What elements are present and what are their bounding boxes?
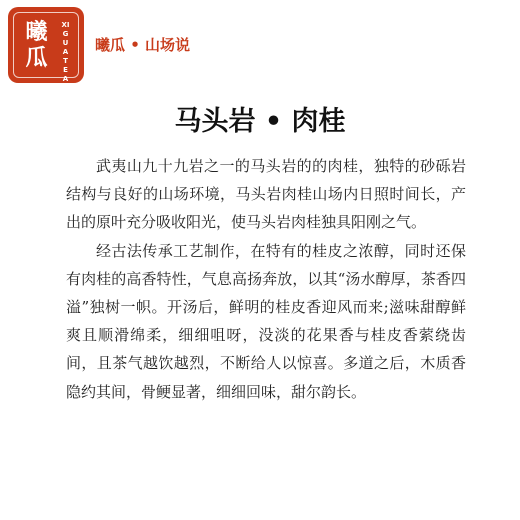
article-body <box>66 152 466 406</box>
brand-title: 曦瓜 • 山场说 <box>95 36 191 54</box>
article-paragraph: 经古法传承工艺制作，在特有的桂皮之浓醇，同时还保有肉桂的高香特性，气息高扬奔放，以其“汤水醇厚，茶香四溢”独树一帜。开汤后，鲜明的桂皮香迎风而来;滋味甜醇鲜爽且顺滑绵柔，细细咀呀，没淡的花果香与桂皮香萦绕齿间，且茶气越饮越烈，不断给人以惊喜。多道之后，木质香隐约其间，骨鲠显著，细细回味，甜尔韵长。 <box>66 241 466 401</box>
brand-logo <box>8 7 84 83</box>
article-title: 马头岩 • 肉桂 <box>174 106 346 137</box>
article-paragraph: 武夷山九十九岩之一的马头岩的的肉桂，独特的砂砾岩结构与良好的山场环境，马头岩肉桂山场内日照时间长，产出的原叶充分吸收阳光，使马头岩肉桂独具阳刚之气。 <box>66 157 466 232</box>
logo-main-text: 曦瓜 <box>25 19 49 71</box>
logo-side-text: XIGUATEA <box>61 21 70 83</box>
